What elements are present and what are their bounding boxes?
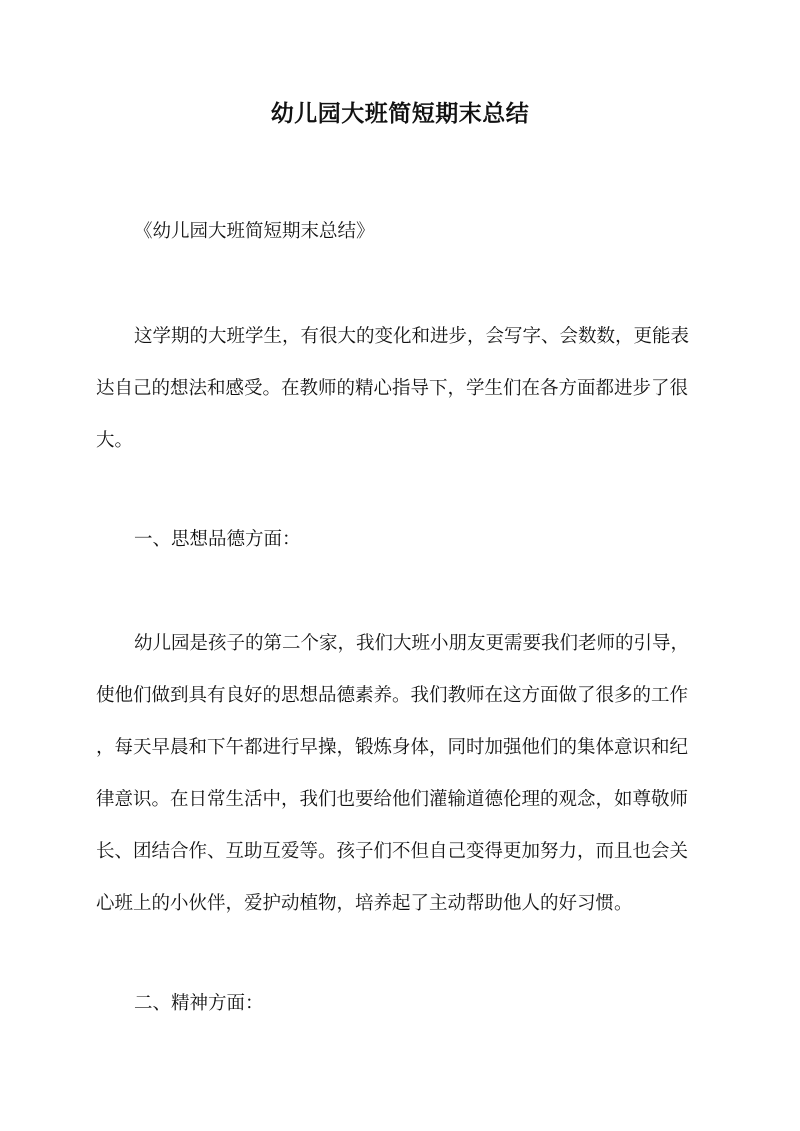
- paragraph-line: 达自己的想法和感受。在教师的精心指导下，学生们在各方面都进步了很: [96, 378, 689, 399]
- section-heading-moral: 一、思想品德方面：: [134, 529, 301, 550]
- paragraph-line: 长、团结合作、互助互爱等。孩子们不但自己变得更加努力，而且也会关: [96, 841, 689, 862]
- paragraph-line: 心班上的小伙伴，爱护动植物，培养起了主动帮助他人的好习惯。: [96, 893, 633, 914]
- paragraph-line: 律意识。在日常生活中，我们也要给他们灌输道德伦理的观念，如尊敬师: [96, 789, 689, 810]
- paragraph-line: 这学期的大班学生，有很大的变化和进步，会写字、会数数，更能表: [134, 326, 690, 347]
- paragraph-line: ，每天早晨和下午都进行早操，锻炼身体，同时加强他们的集体意识和纪: [96, 737, 689, 758]
- paragraph-line: 幼儿园是孩子的第二个家，我们大班小朋友更需要我们老师的引导，: [134, 633, 690, 654]
- paragraph-moral: [96, 618, 708, 930]
- section-heading-spirit: 二、精神方面：: [134, 993, 264, 1014]
- document-subtitle: 《幼儿园大班简短期末总结》: [134, 221, 375, 242]
- paragraph-line: 大。: [96, 430, 134, 451]
- paragraph-line: 使他们做到具有良好的思想品德素养。我们教师在这方面做了很多的工作: [96, 685, 689, 706]
- document-title: 幼儿园大班简短期末总结: [270, 100, 530, 127]
- paragraph-intro: [96, 311, 708, 467]
